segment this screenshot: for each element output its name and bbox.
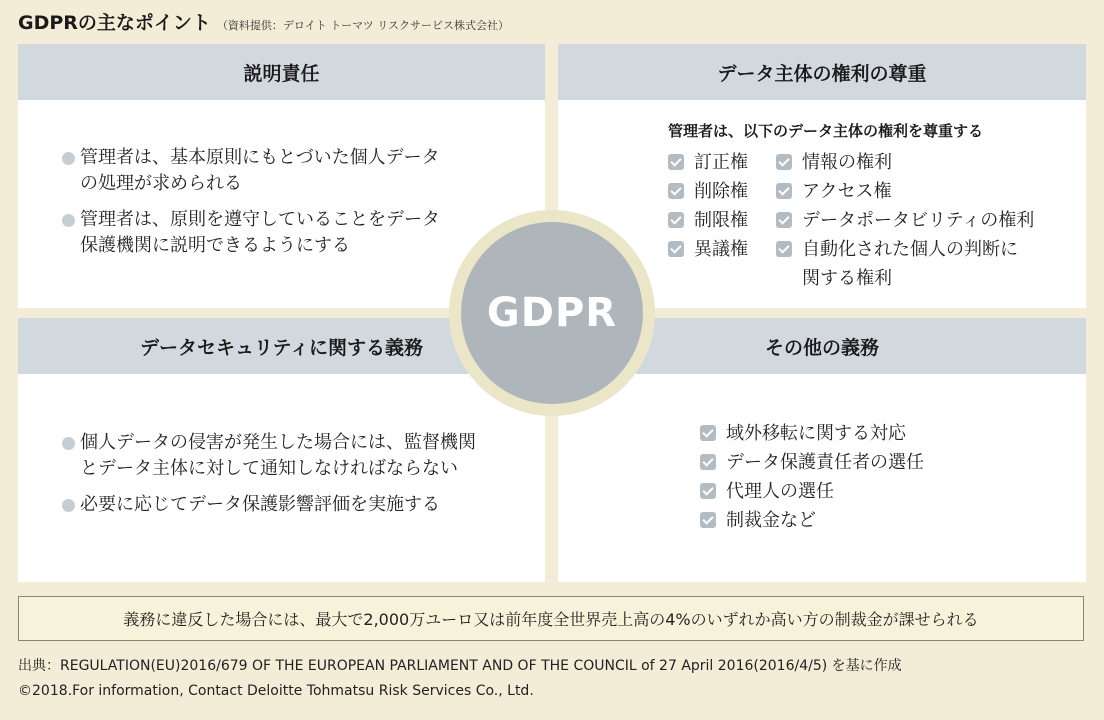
- accountability-list: [62, 145, 440, 269]
- list-item: 必要に応じてデータ保護影響評価を実施する: [62, 492, 476, 518]
- checkbox-icon: [668, 154, 684, 170]
- checkbox-icon: [668, 183, 684, 199]
- obligation-item: データ保護責任者の選任: [700, 448, 924, 477]
- checkbox-icon: [700, 512, 716, 528]
- source-citation: 出典：REGULATION(EU)2016/679 OF THE EUROPEAN PARLIAMENT AND OF THE COUNCIL of 27 April 2016(2016/4/5) を基に作成: [18, 658, 902, 674]
- list-item: 管理者は、原則を遵守していることをデータ 保護機関に説明できるようにする: [62, 207, 440, 259]
- list-item: 管理者は、基本原則にもとづいた個人データ の処理が求められる: [62, 145, 440, 197]
- security-heading: データセキュリティに関する義務: [18, 318, 545, 374]
- right-item: アクセス権: [776, 177, 891, 206]
- bullet-icon: [62, 499, 75, 512]
- obligation-item: 制裁金など: [700, 506, 816, 535]
- penalty-note: 義務に違反した場合には、最大で2,000万ユーロ又は前年度全世界売上高の4%のいずれか高い方の制裁金が課せられる: [123, 610, 979, 629]
- checkbox-icon: [668, 241, 684, 257]
- checkbox-icon: [776, 241, 792, 257]
- obligation-item: 代理人の選任: [700, 477, 834, 506]
- checkbox-icon: [700, 454, 716, 470]
- right-item: 自動化された個人の判断に 関する権利: [776, 235, 1018, 293]
- page-title: GDPRの主なポイント: [18, 12, 211, 34]
- title-source-note: （資料提供：デロイト トーマツ リスクサービス株式会社）: [216, 19, 510, 32]
- checkbox-icon: [700, 483, 716, 499]
- bullet-icon: [62, 437, 75, 450]
- right-item: 異議権: [668, 235, 748, 264]
- checkbox-icon: [700, 425, 716, 441]
- rights-intro: 管理者は、以下のデータ主体の権利を尊重する: [668, 122, 984, 140]
- list-item: 個人データの侵害が発生した場合には、監督機関 とデータ主体に対して通知しなければならない: [62, 430, 476, 482]
- checkbox-icon: [776, 183, 792, 199]
- right-item: データポータビリティの権利: [776, 206, 1034, 235]
- gdpr-center-circle: [461, 222, 643, 404]
- obligation-item: 域外移転に関する対応: [700, 419, 906, 448]
- right-item: 情報の権利: [776, 148, 892, 177]
- checkbox-icon: [776, 154, 792, 170]
- accountability-heading: 説明責任: [18, 44, 545, 100]
- copyright-notice: ©2018.For information, Contact Deloitte Tohmatsu Risk Services Co., Ltd.: [18, 683, 534, 699]
- rights-heading: データ主体の権利の尊重: [558, 44, 1086, 100]
- penalty-note-box: [18, 596, 1084, 641]
- page-title-row: [18, 8, 509, 38]
- checkbox-icon: [668, 212, 684, 228]
- other-heading: その他の義務: [558, 318, 1086, 374]
- right-item: 制限権: [668, 206, 748, 235]
- checkbox-icon: [776, 212, 792, 228]
- right-item: 削除権: [668, 177, 748, 206]
- gdpr-label: GDPR: [486, 290, 618, 336]
- bullet-icon: [62, 214, 75, 227]
- security-list: [62, 430, 476, 528]
- bullet-icon: [62, 152, 75, 165]
- right-item: 訂正権: [668, 148, 748, 177]
